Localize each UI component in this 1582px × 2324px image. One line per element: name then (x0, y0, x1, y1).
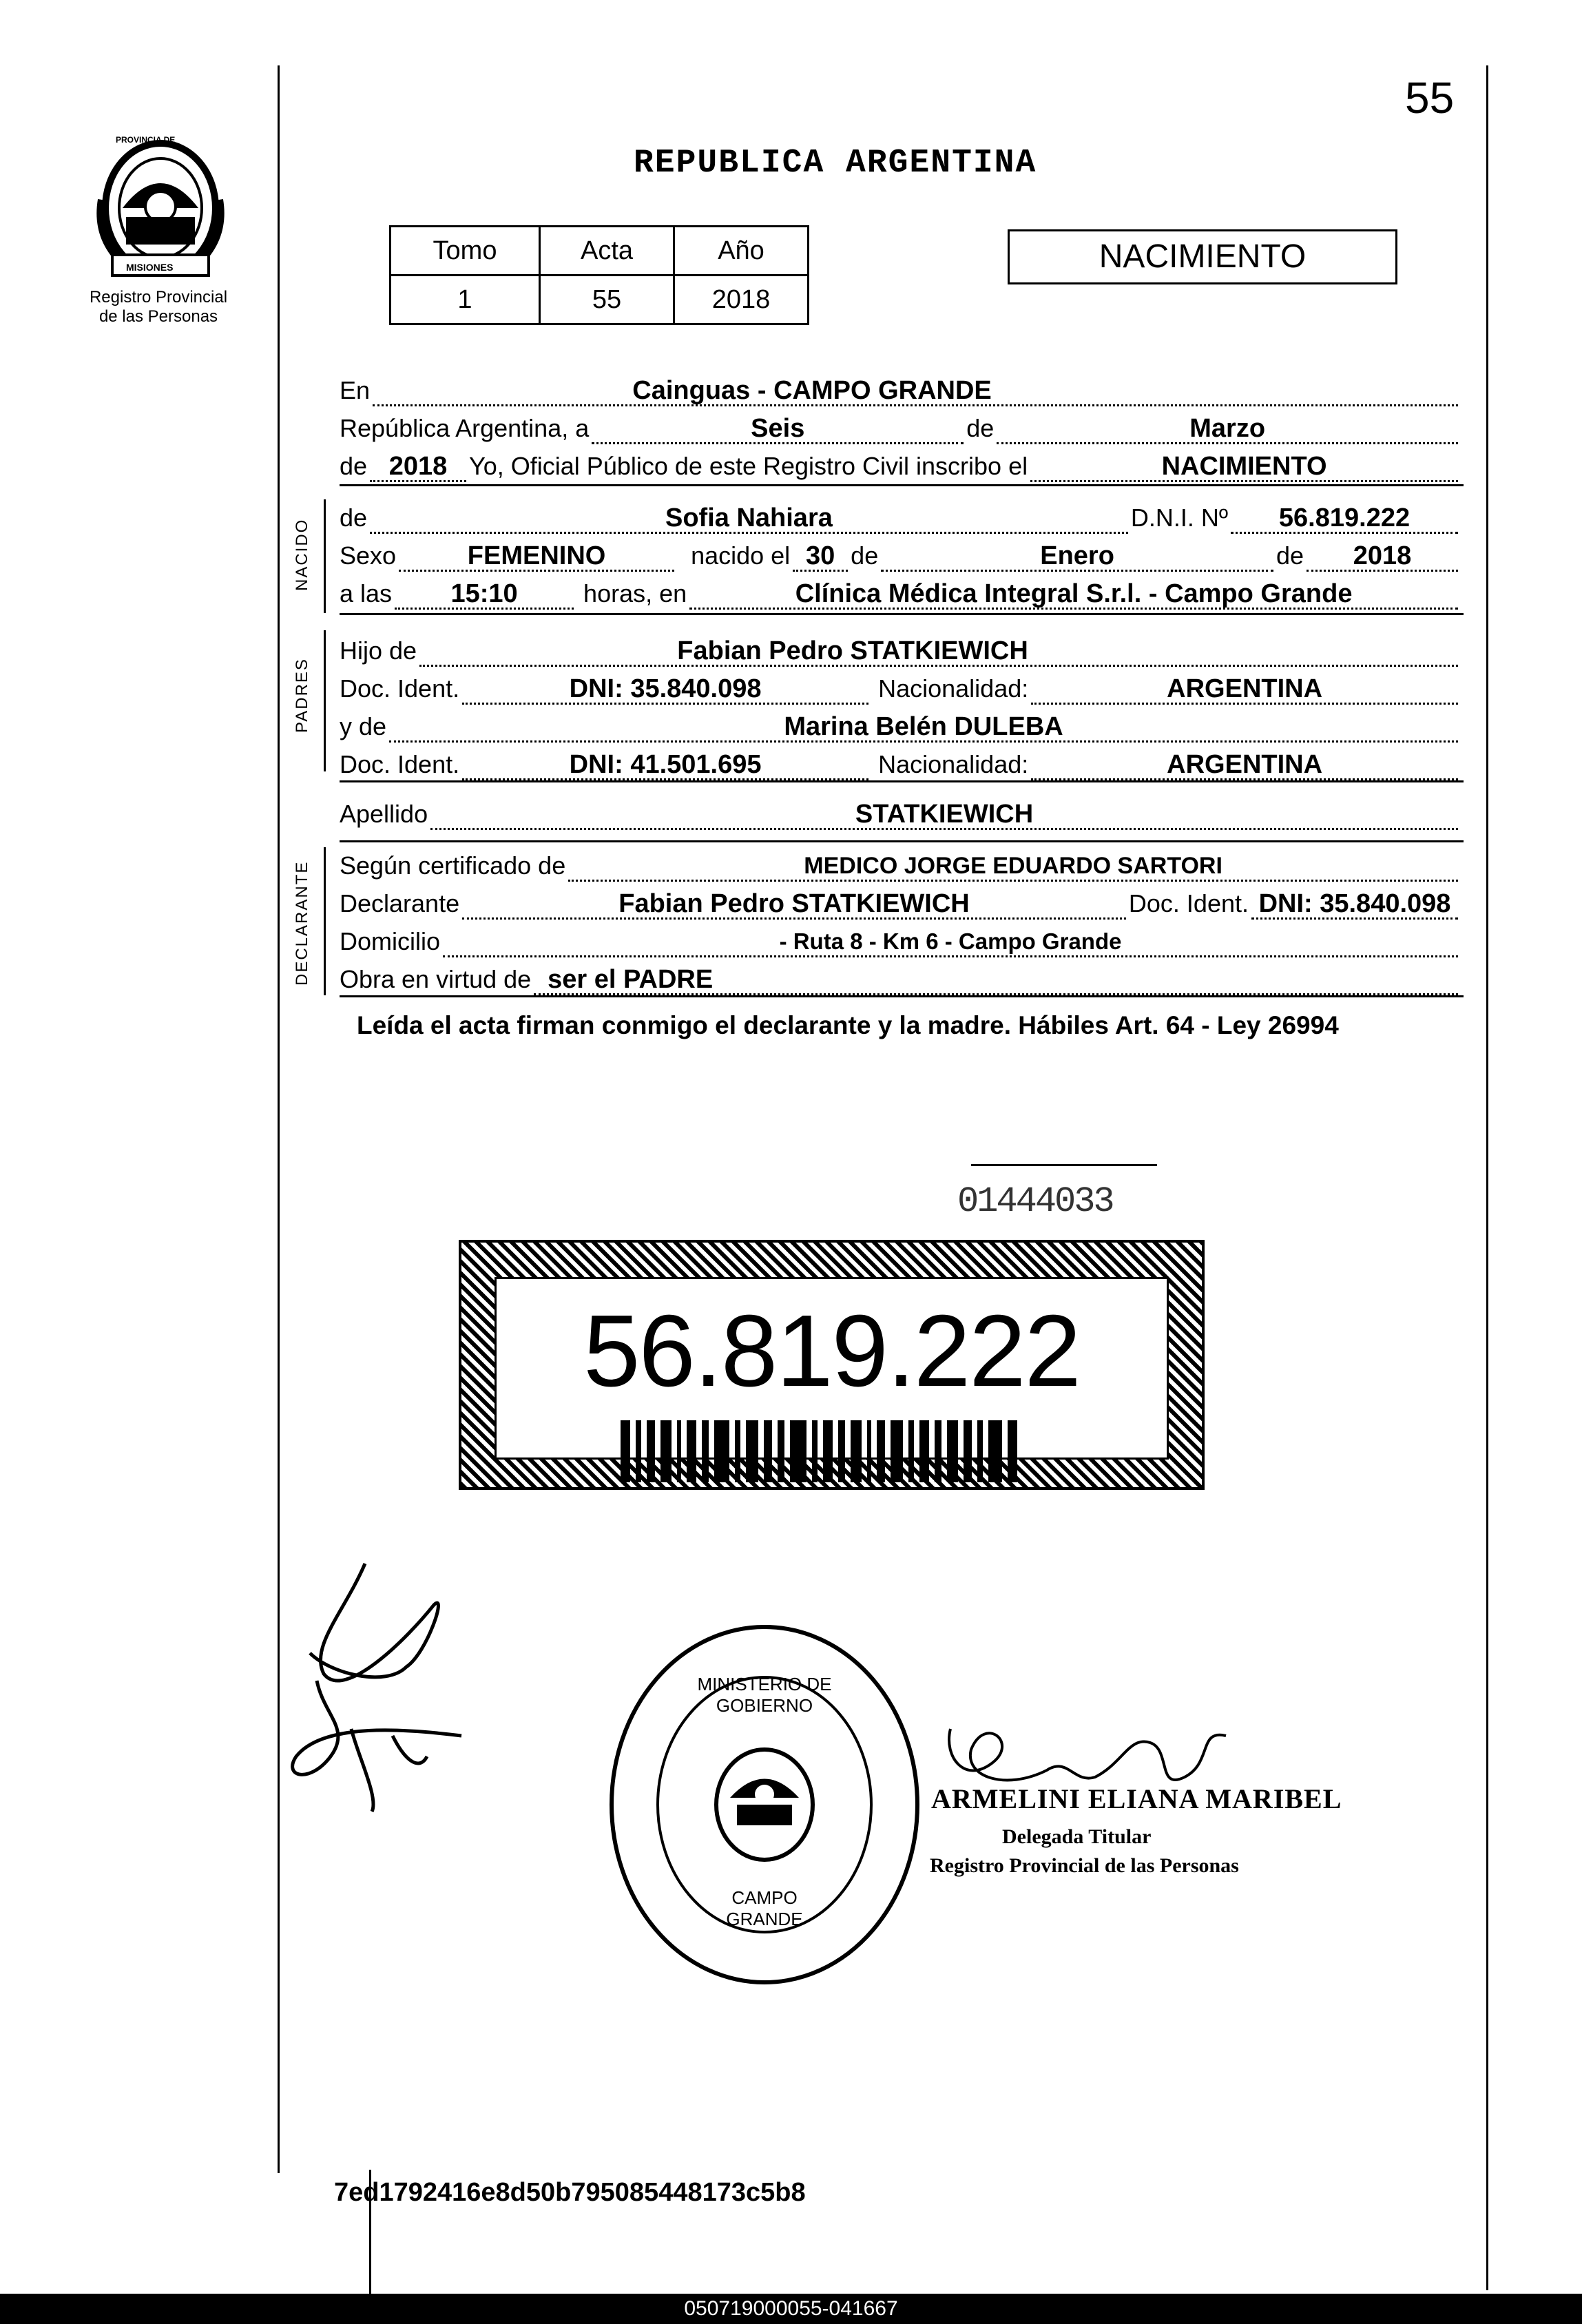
row-en (340, 372, 1461, 406)
nacido-name: Sofia Nahiara (370, 504, 1128, 534)
footer-code: 050719000055-041667 (0, 2294, 1582, 2324)
father-doc-label: Doc. Ident. (340, 674, 460, 703)
en-value: Cainguas - CAMPO GRANDE (373, 377, 1458, 406)
row-nacido-hora (340, 575, 1461, 610)
left-margin-line (278, 65, 280, 2173)
birth-month: Enero (881, 542, 1273, 572)
nacido-dni: 56.819.222 (1231, 504, 1458, 534)
province-logo (88, 131, 233, 281)
logo-caption-line2: de las Personas (98, 307, 218, 326)
nacido-de-label: de (340, 504, 368, 532)
obra-label: Obra en virtud de (340, 965, 532, 993)
row-apellido (340, 796, 1461, 830)
divider-2 (340, 613, 1464, 615)
barcode-label (459, 1240, 1205, 1490)
de-year-label: de (340, 452, 368, 480)
month-value: Marzo (997, 415, 1458, 444)
page-number: 55 (1405, 73, 1455, 123)
dni-label: D.N.I. Nº (1130, 504, 1228, 532)
sexo-value: FEMENINO (399, 542, 674, 572)
stamp-outer-text: DIRECC. GRAL. DEL REGISTRO PROVINCIAL DE LAS PERSONAS (661, 1984, 868, 2006)
record-table-header-row (391, 227, 809, 276)
divider-1 (340, 484, 1464, 486)
value-ano: 2018 (674, 276, 809, 324)
apellido-value: STATKIEWICH (430, 800, 1458, 830)
record-type-box: NACIMIENTO (1008, 229, 1397, 284)
barcode-inner (495, 1277, 1169, 1460)
barcode-number: 56.819.222 (583, 1294, 1080, 1408)
logo-caption-line1: Registro Provincial (89, 288, 228, 307)
de-label-3: de (1276, 541, 1304, 570)
year-value: 2018 (370, 453, 466, 482)
alas-label: a las (340, 579, 393, 608)
republica-label: República Argentina, a (340, 414, 590, 442)
value-acta: 55 (540, 276, 674, 324)
inscribo-value: NACIMIENTO (1030, 453, 1458, 482)
header-ano: Año (674, 227, 809, 276)
document-hash: 7ed1792416e8d50b795085448173c5b8 (334, 2178, 806, 2207)
official-name: ARMELINI ELIANA MARIBEL (931, 1783, 1342, 1814)
father-doc: DNI: 35.840.098 (462, 675, 868, 705)
en-label: En (340, 376, 371, 404)
section-declarante: DECLARANTE (293, 860, 311, 986)
serial-line (971, 1164, 1157, 1166)
serial-number: 01444033 (957, 1181, 1113, 1222)
decl-doc-label: Doc. Ident. (1128, 889, 1249, 917)
father-nat: ARGENTINA (1031, 675, 1458, 705)
birth-year: 2018 (1307, 542, 1458, 572)
decl-label: Declarante (340, 889, 460, 917)
birth-time: 15:10 (395, 580, 574, 610)
row-obra (340, 961, 1461, 995)
horas-label: horas, en (583, 579, 687, 608)
row-madre (340, 708, 1461, 743)
row-padre-doc (340, 670, 1461, 705)
section-nacido-bar (324, 499, 326, 613)
logo-caption (69, 288, 248, 326)
dom-label: Domicilio (340, 927, 441, 955)
value-tomo: 1 (391, 276, 540, 324)
inscribo-label: Yo, Oficial Público de este Registro Civil inscribo el (469, 452, 1028, 480)
divider-4 (340, 840, 1464, 842)
row-madre-doc (340, 746, 1461, 780)
mother-nat: ARGENTINA (1031, 751, 1458, 780)
sexo-label: Sexo (340, 541, 397, 570)
divider-5 (340, 995, 1464, 997)
row-padre (340, 632, 1461, 667)
cert-label: Según certificado de (340, 851, 566, 880)
mother-doc-label: Doc. Ident. (340, 750, 460, 778)
section-padres: PADRES (293, 658, 311, 734)
row-inscribo (340, 448, 1461, 482)
father-name: Fabian Pedro STATKIEWICH (419, 637, 1458, 667)
declarant-signature (269, 1550, 496, 1839)
row-nacido-sexo (340, 537, 1461, 572)
yde-label: y de (340, 712, 387, 740)
obra-value: ser el PADRE (534, 966, 1458, 995)
dom-value: - Ruta 8 - Km 6 - Campo Grande (443, 928, 1458, 957)
right-margin-line (1486, 65, 1488, 2290)
official-role: Delegada Titular (1002, 1825, 1152, 1848)
mother-doc: DNI: 41.501.695 (462, 751, 868, 780)
official-org: Registro Provincial de las Personas (930, 1854, 1239, 1877)
birth-place: Clínica Médica Integral S.r.l. - Campo Grande (689, 580, 1458, 610)
divider-3 (340, 780, 1464, 782)
record-table-value-row (391, 276, 809, 324)
cert-value: MEDICO JORGE EDUARDO SARTORI (568, 852, 1458, 882)
header-title: REPUBLICA ARGENTINA (634, 145, 1037, 182)
row-fecha (340, 410, 1461, 444)
father-nat-label: Nacionalidad: (878, 674, 1029, 703)
section-nacido: NACIDO (293, 518, 311, 591)
apellido-label: Apellido (340, 800, 428, 828)
header-acta: Acta (540, 227, 674, 276)
day-value: Seis (592, 415, 964, 444)
de-label-2: de (851, 541, 879, 570)
decl-doc-value: DNI: 35.840.098 (1251, 890, 1458, 920)
section-padres-bar (324, 630, 326, 771)
row-domicilio (340, 923, 1461, 957)
mother-nat-label: Nacionalidad: (878, 750, 1029, 778)
de-label: de (966, 414, 995, 442)
row-declarante (340, 885, 1461, 920)
barcode-bars (621, 1420, 1017, 1482)
record-table (389, 225, 809, 325)
decl-value: Fabian Pedro STATKIEWICH (462, 890, 1126, 920)
row-certificado (340, 847, 1461, 882)
header-tomo: Tomo (391, 227, 540, 276)
section-declarante-bar (324, 847, 326, 995)
logo-seal-text-bottom: MISIONES (126, 262, 174, 273)
row-nacido-name (340, 499, 1461, 534)
logo-seal-text-top: PROVINCIA DE (116, 135, 176, 145)
mother-name: Marina Belén DULEBA (389, 713, 1458, 743)
stamp-inner-text: MINISTERIO DE GOBIERNO (697, 1674, 832, 1716)
stamp-bottom-text: CAMPO GRANDE (726, 1887, 803, 1929)
birth-day: 30 (793, 542, 848, 572)
hijo-label: Hijo de (340, 636, 417, 665)
nacido-el-label: nacido el (691, 541, 791, 570)
closing-text: Leída el acta firman conmigo el declarante y la madre. Hábiles Art. 64 - Ley 26994 (357, 1011, 1339, 1039)
